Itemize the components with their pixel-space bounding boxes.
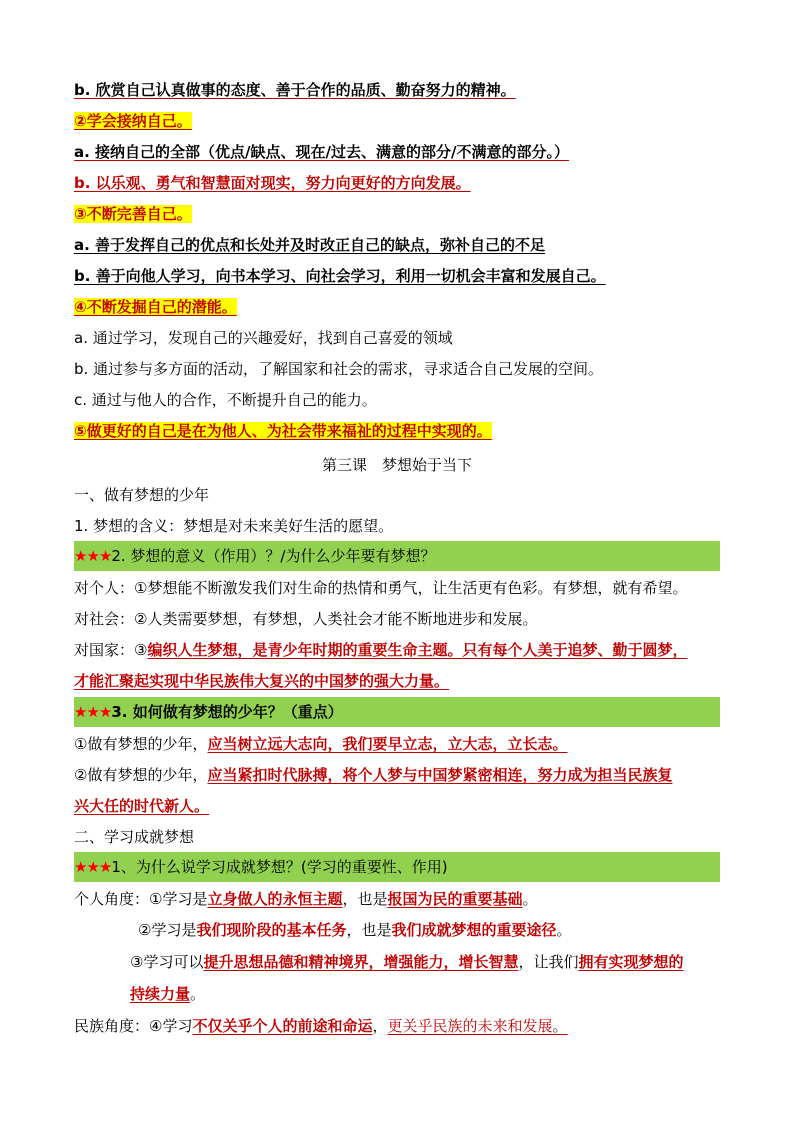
text-line	[74, 734, 567, 754]
text-span: ，也是	[346, 921, 392, 939]
text-line	[130, 984, 205, 1004]
emphasis-text: 应当紧扣时代脉搏，将个人梦与中国梦紧密相连，努力成为担当民族复	[207, 766, 673, 784]
text-line	[74, 1016, 568, 1036]
text-span: ③学习可以	[130, 953, 204, 971]
text-line	[74, 640, 687, 660]
label-society: 对社会	[74, 610, 120, 628]
heading-discover-potential	[74, 297, 237, 317]
text-span: ①做有梦想的少年，	[74, 735, 208, 753]
line-a-accept: a. 接纳自己的全部（优点/缺点、现在/过去、满意的部分/不满意的部分。）	[74, 143, 569, 161]
text-line	[138, 920, 572, 940]
heading-accept-self	[74, 111, 192, 131]
text-line	[74, 235, 545, 255]
highlighted-text: ③不断完善自己。	[74, 205, 192, 223]
line-a-strengths: a. 善于发挥自己的优点和长处并及时改正自己的缺点，弥补自己的不足	[74, 236, 546, 254]
text-span: ，让我们	[518, 953, 579, 971]
text-span: 。	[556, 921, 572, 939]
star-icon: ★★★	[74, 703, 112, 721]
text-span: 。	[190, 985, 206, 1003]
question-text: 3. 如何做有梦想的少年？（重点）	[111, 703, 343, 721]
emphasis-text: 立身做人的永恒主题	[207, 890, 343, 908]
emphasis-text: 我们现阶段的基本任务	[196, 921, 347, 939]
question-bar	[74, 852, 720, 882]
person-text: ：①梦想能不断激发我们对生命的热情和勇气，让生活更有色彩。有梦想，就有希望。	[119, 579, 688, 597]
question-line	[74, 702, 720, 722]
text-line	[74, 796, 209, 816]
text-line	[74, 142, 569, 162]
text-span: ②学习是	[138, 921, 197, 939]
line-b-activities: b. 通过参与多方面的活动，了解国家和社会的需求，寻求适合自己发展的空间。	[74, 360, 604, 378]
question-text: 2. 梦想的意义（作用）？/为什么少年要有梦想？	[111, 547, 436, 565]
label-person: 对个人	[74, 579, 120, 597]
question-bar	[74, 541, 720, 571]
highlighted-text: ⑤做更好的自己是在为他人、为社会带来福祉的过程中实现的。	[74, 422, 492, 440]
text-line	[74, 671, 449, 691]
line-b-learn-others: b. 善于向他人学习，向书本学习、向社会学习，利用一切机会丰富和发展自己。	[74, 267, 606, 285]
line-b-appreciate: b. 欣赏自己认真做事的态度、善于合作的品质、勤奋努力的精神。	[74, 81, 516, 99]
text-span: ，	[372, 1017, 388, 1035]
question-line	[74, 546, 720, 566]
text-line	[74, 609, 537, 629]
text-line	[74, 765, 672, 785]
question-line	[74, 857, 720, 877]
highlighted-text: ④不断发掘自己的潜能。	[74, 298, 237, 316]
text-span: 民族角度：④学习	[74, 1017, 193, 1035]
society-text: ：②人类需要梦想，有梦想，人类社会才能不断地进步和发展。	[119, 610, 538, 628]
line-a-interests: a. 通过学习，发现自己的兴趣爱好，找到自己喜爱的领域	[74, 329, 453, 347]
dream-meaning: 1. 梦想的含义：梦想是对未来美好生活的愿望。	[74, 517, 394, 535]
emphasis-text: 编织人生梦想，是青少年时期的重要生命主题。只有每个人美于追梦、勤于圆梦，	[147, 641, 688, 659]
heading-improve-self	[74, 204, 192, 224]
text-line	[74, 889, 538, 909]
emphasis-text: 我们成就梦想的重要途径	[391, 921, 557, 939]
text-line	[74, 173, 471, 193]
highlighted-text: ②学会接纳自己。	[74, 112, 192, 130]
text-line	[74, 266, 606, 286]
text-span: ，也是	[342, 890, 388, 908]
label-nation: 对国家	[74, 641, 120, 659]
emphasis-text: 才能汇聚起实现中华民族伟大复兴的中国梦的强大力量。	[74, 672, 450, 690]
section-heading: 二、学习成就梦想	[74, 828, 195, 846]
text-span: ：③	[119, 641, 148, 659]
emphasis-text: 不仅关乎个人的前途和命运	[192, 1017, 373, 1035]
line-c-cooperation: c. 通过与他人的合作，不断提升自己的能力。	[74, 391, 377, 409]
heading-better-self	[74, 421, 492, 441]
text-line	[74, 578, 687, 598]
star-icon: ★★★	[74, 547, 112, 565]
text-line	[130, 952, 684, 972]
star-icon: ★★★	[74, 858, 112, 876]
section-heading: 一、做有梦想的少年	[74, 486, 210, 504]
question-text: 1、为什么说学习成就梦想？(学习的重要性、作用)	[111, 858, 448, 876]
emphasis-text: 拥有实现梦想的	[578, 953, 684, 971]
text-line	[74, 80, 516, 100]
lesson-title: 第三课 梦想始于当下	[321, 456, 472, 474]
emphasis-text: 兴大任的时代新人。	[74, 797, 210, 815]
text-span: 。	[522, 890, 538, 908]
emphasis-text: 更关乎民族的未来和发展	[387, 1017, 553, 1035]
text-span: ②做有梦想的少年，	[74, 766, 208, 784]
emphasis-text: 持续力量	[130, 985, 191, 1003]
text-span: 个人角度：①学习是	[74, 890, 208, 908]
line-b-optimism: b. 以乐观、勇气和智慧面对现实，努力向更好的方向发展。	[74, 174, 471, 192]
text-span: 。	[552, 1017, 568, 1035]
emphasis-text: 报国为民的重要基础	[387, 890, 523, 908]
emphasis-text: 应当树立远大志向，我们要早立志，立大志，立长志。	[207, 735, 568, 753]
emphasis-text: 提升思想品德和精神境界，增强能力，增长智慧	[203, 953, 519, 971]
question-bar	[74, 697, 720, 727]
